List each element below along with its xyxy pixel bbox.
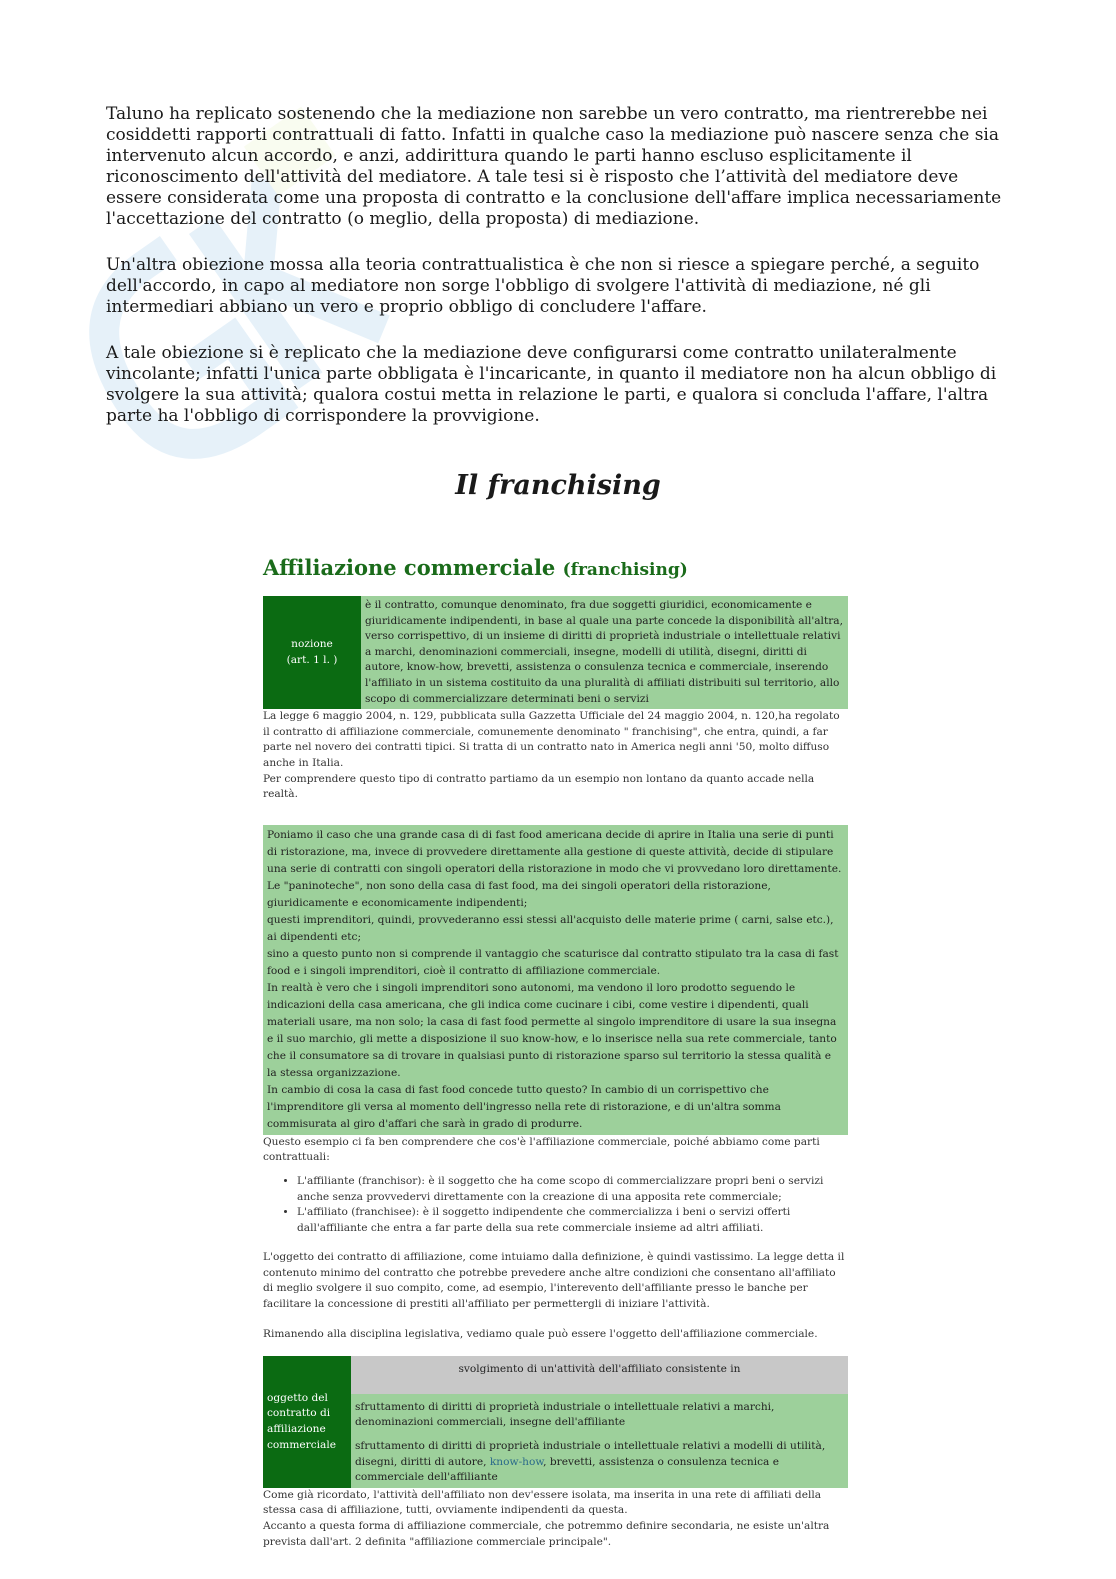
example-paragraph: Le "paninoteche", non sono della casa di fast food, ma dei singoli operatori della ristorazione, giuridicamente e economicamente indipendenti; [267,879,771,909]
nozione-label [263,596,361,709]
example-paragraph: questi imprenditori, quindi, provvederanno essi stessi all'acquisto delle materie prime ( carni, salse etc.), ai dipendenti etc; [267,913,834,943]
intro-text [106,104,1018,452]
closing-paragraph: Come già ricordato, l'attività dell'affiliato non dev'essere isolata, ma inserita in una rete di affiliati della stessa casa di affiliazione, tutti, ovviamente indipendenti da questa. [263,1488,822,1517]
closing-paragraph: Accanto a questa forma di affiliazione commerciale, che potremmo definire secondaria, ne esiste un'altra prevista dall'art. 2 definita "affiliazione commerciale principale". [263,1520,830,1548]
article-title-sub: (franchising) [562,560,688,580]
role-item: • L'affiliato (franchisee): è il soggetto indipendente che commercializza i beni o servizi offerti dall'affiliante che entra a far parte della sua rete commerciale insieme ad altri affiliati. [297,1205,848,1236]
example-paragraph: In realtà è vero che i singoli imprenditori sono autonomi, ma vendono il loro prodotto seguendo le indicazioni della casa americana, che gli indica come cucinare i cibi, come vestire i dipendenti, quali materiali usare, ma non solo; la casa di fast food permette al singolo imprenditore di usare la sua insegna e il suo marchio, gli mette a disposizione il suo know-how, e lo inserisce nella sua rete commerciale, tanto che il consumatore sa di trovare in qualsiasi punto di ristorazione sparso sul territorio la stessa qualità e la stessa organizzazione. [267,981,837,1079]
article-title [263,552,848,586]
oggetto-row2-text: sfruttamento di diritti di proprietà industriale o intellettuale relativi a modelli di utilità, disegni, diritti di autore, [355,1440,826,1468]
oggetto-rows [351,1394,848,1488]
law-paragraph: Per comprendere questo tipo di contratto partiamo da un esempio non lontano da quanto accade nella realtà. [263,772,815,801]
example-paragraph: sino a questo punto non si comprende il vantaggio che scaturisce dal contratto stipulato tra la casa di fast food e i singoli imprenditori, cioè il contratto di affiliazione commerciale. [267,947,839,977]
closing-text [263,1488,848,1550]
nozione-label-line1: nozione [291,637,333,650]
example-box [263,825,848,1135]
know-how-link[interactable]: know-how [489,1455,544,1468]
intro-paragraph: Un'altra obiezione mossa alla teoria contrattualistica è che non si riesce a spiegare perché, a seguito dell'accordo, in capo al mediatore non sorge l'obbligo di svolgere l'attività di mediazione, né gli intermediari abbiano un vero e proprio obbligo di concludere l'affare. [106,255,980,317]
oggetto-row2-text-end: , brevetti, assistenza o consulenza tecnica e commerciale dell'affiliante [355,1455,779,1484]
oggetto-row: sfruttamento di diritti di proprietà industriale o intellettuale relativi a marchi, denominazioni commerciali, insegne dell'affiliante [355,1400,775,1429]
nozione-label-line2: (art. 1 l. ) [286,653,338,666]
oggetto-intro: L'oggetto dei contratto di affiliazione, come intuiamo dalla definizione, è quindi vastissimo. La legge detta il contenuto minimo del contratto che potrebbe prevedere anche altre condizioni che consentano all'affiliato di meglio svolgere il suo compito, come, ad esempio, l'interevento dell'affiliante presso le banche per facilitare la concessione di prestiti all'affiliato per permettergli di iniziare l'attività. [263,1251,845,1311]
intro-paragraph: A tale obiezione si è replicato che la mediazione deve configurarsi come contratto unilateralmente vincolante; infatti l'unica parte obbligata è l'incaricante, in quanto il mediatore non ha alcun obbligo di svolgere la sua attività; qualora costui metta in relazione le parti, e qualora si concluda l'affare, l'altra parte ha l'obbligo di corrispondere la provvigione. [106,343,997,426]
oggetto-row [355,1439,844,1486]
role-item: • L'affiliante (franchisor): è il soggetto che ha come scopo di commercializzare propri beni o servizi anche senza provvedervi direttamente con la creazione di una apposita rete commerciale; [297,1174,848,1205]
example-paragraph: In cambio di cosa la casa di fast food concede tutto questo? In cambio di un corrispettivo che l'imprenditore gli versa al momento dell'ingresso nella rete di ristorazione, e di un'altra somma commisurata al giro d'affari che sarà in grado di produrre. [267,1083,781,1130]
law-paragraph: La legge 6 maggio 2004, n. 129, pubblicata sulla Gazzetta Ufficiale del 24 maggio 2004, n. 120,ha regolato il contratto di affiliazione commerciale, comunemente denominato " franchising", che entra, quindi, a far parte nel novero dei contratti tipici. Si tratta di un contratto nato in America negli anni '50, molto diffuso anche in Italia. [263,710,840,769]
section-title: Il franchising [455,470,661,501]
oggetto-label: oggetto del contratto di affiliazione commerciale [263,1356,351,1488]
law-text [263,709,848,803]
article-title-main: Affiliazione commerciale [263,555,556,580]
oggetto-table [263,1356,848,1488]
oggetto-header: svolgimento di un'attività dell'affiliato consistente in [351,1356,848,1394]
nozione-definition: è il contratto, comunque denominato, fra due soggetti giuridici, economicamente e giuridicamente indipendenti, in base al quale una parte concede la disponibilità all'altra, verso corrispettivo, di un insieme di diritti di proprietà industriale o intellettuale relativi a marchi, denominazioni commerciali, insegne, modelli di utilità, disegni, diritti di autore, know-how, brevetti, assistenza o consulenza tecnica e commerciale, inserendo l'affiliato in un sistema costituito da una pluralità di affiliati distribuiti sul territorio, allo scopo di commercializzare determinati beni o servizi [361,596,848,709]
nozione-table [263,596,848,709]
intro-paragraph: Taluno ha replicato sostenendo che la mediazione non sarebbe un vero contratto, ma rientrerebbe nei cosiddetti rapporti contrattuali di fatto. Infatti in qualche caso la mediazione può nascere senza che sia intervenuto alcun accordo, e anzi, addirittura quando le parti hanno escluso esplicitamente il riconoscimento dell'attività del mediatore. A tale tesi si è risposto che l’attività del mediatore deve essere considerata come una proposta di contratto e la conclusione dell'affare implica necessariamente l'accettazione del contratto (o meglio, della proposta) di mediazione. [106,104,1002,229]
rimanendo-text: Rimanendo alla disciplina legislativa, vediamo quale può essere l'oggetto dell'affiliazione commerciale. [263,1327,818,1340]
example-conclusion: Questo esempio ci fa ben comprendere che cos'è l'affiliazione commerciale, poiché abbiamo come parti contrattuali: [263,1135,820,1164]
roles-list [263,1174,848,1236]
franchising-article [263,552,848,1550]
example-paragraph: Poniamo il caso che una grande casa di di fast food americana decide di aprire in Italia una serie di punti di ristorazione, ma, invece di provvedere direttamente alla gestione di queste attività, decide di stipulare una serie di contratti con singoli operatori della ristorazione in modo che vi provvedano loro direttamente. [267,828,842,875]
